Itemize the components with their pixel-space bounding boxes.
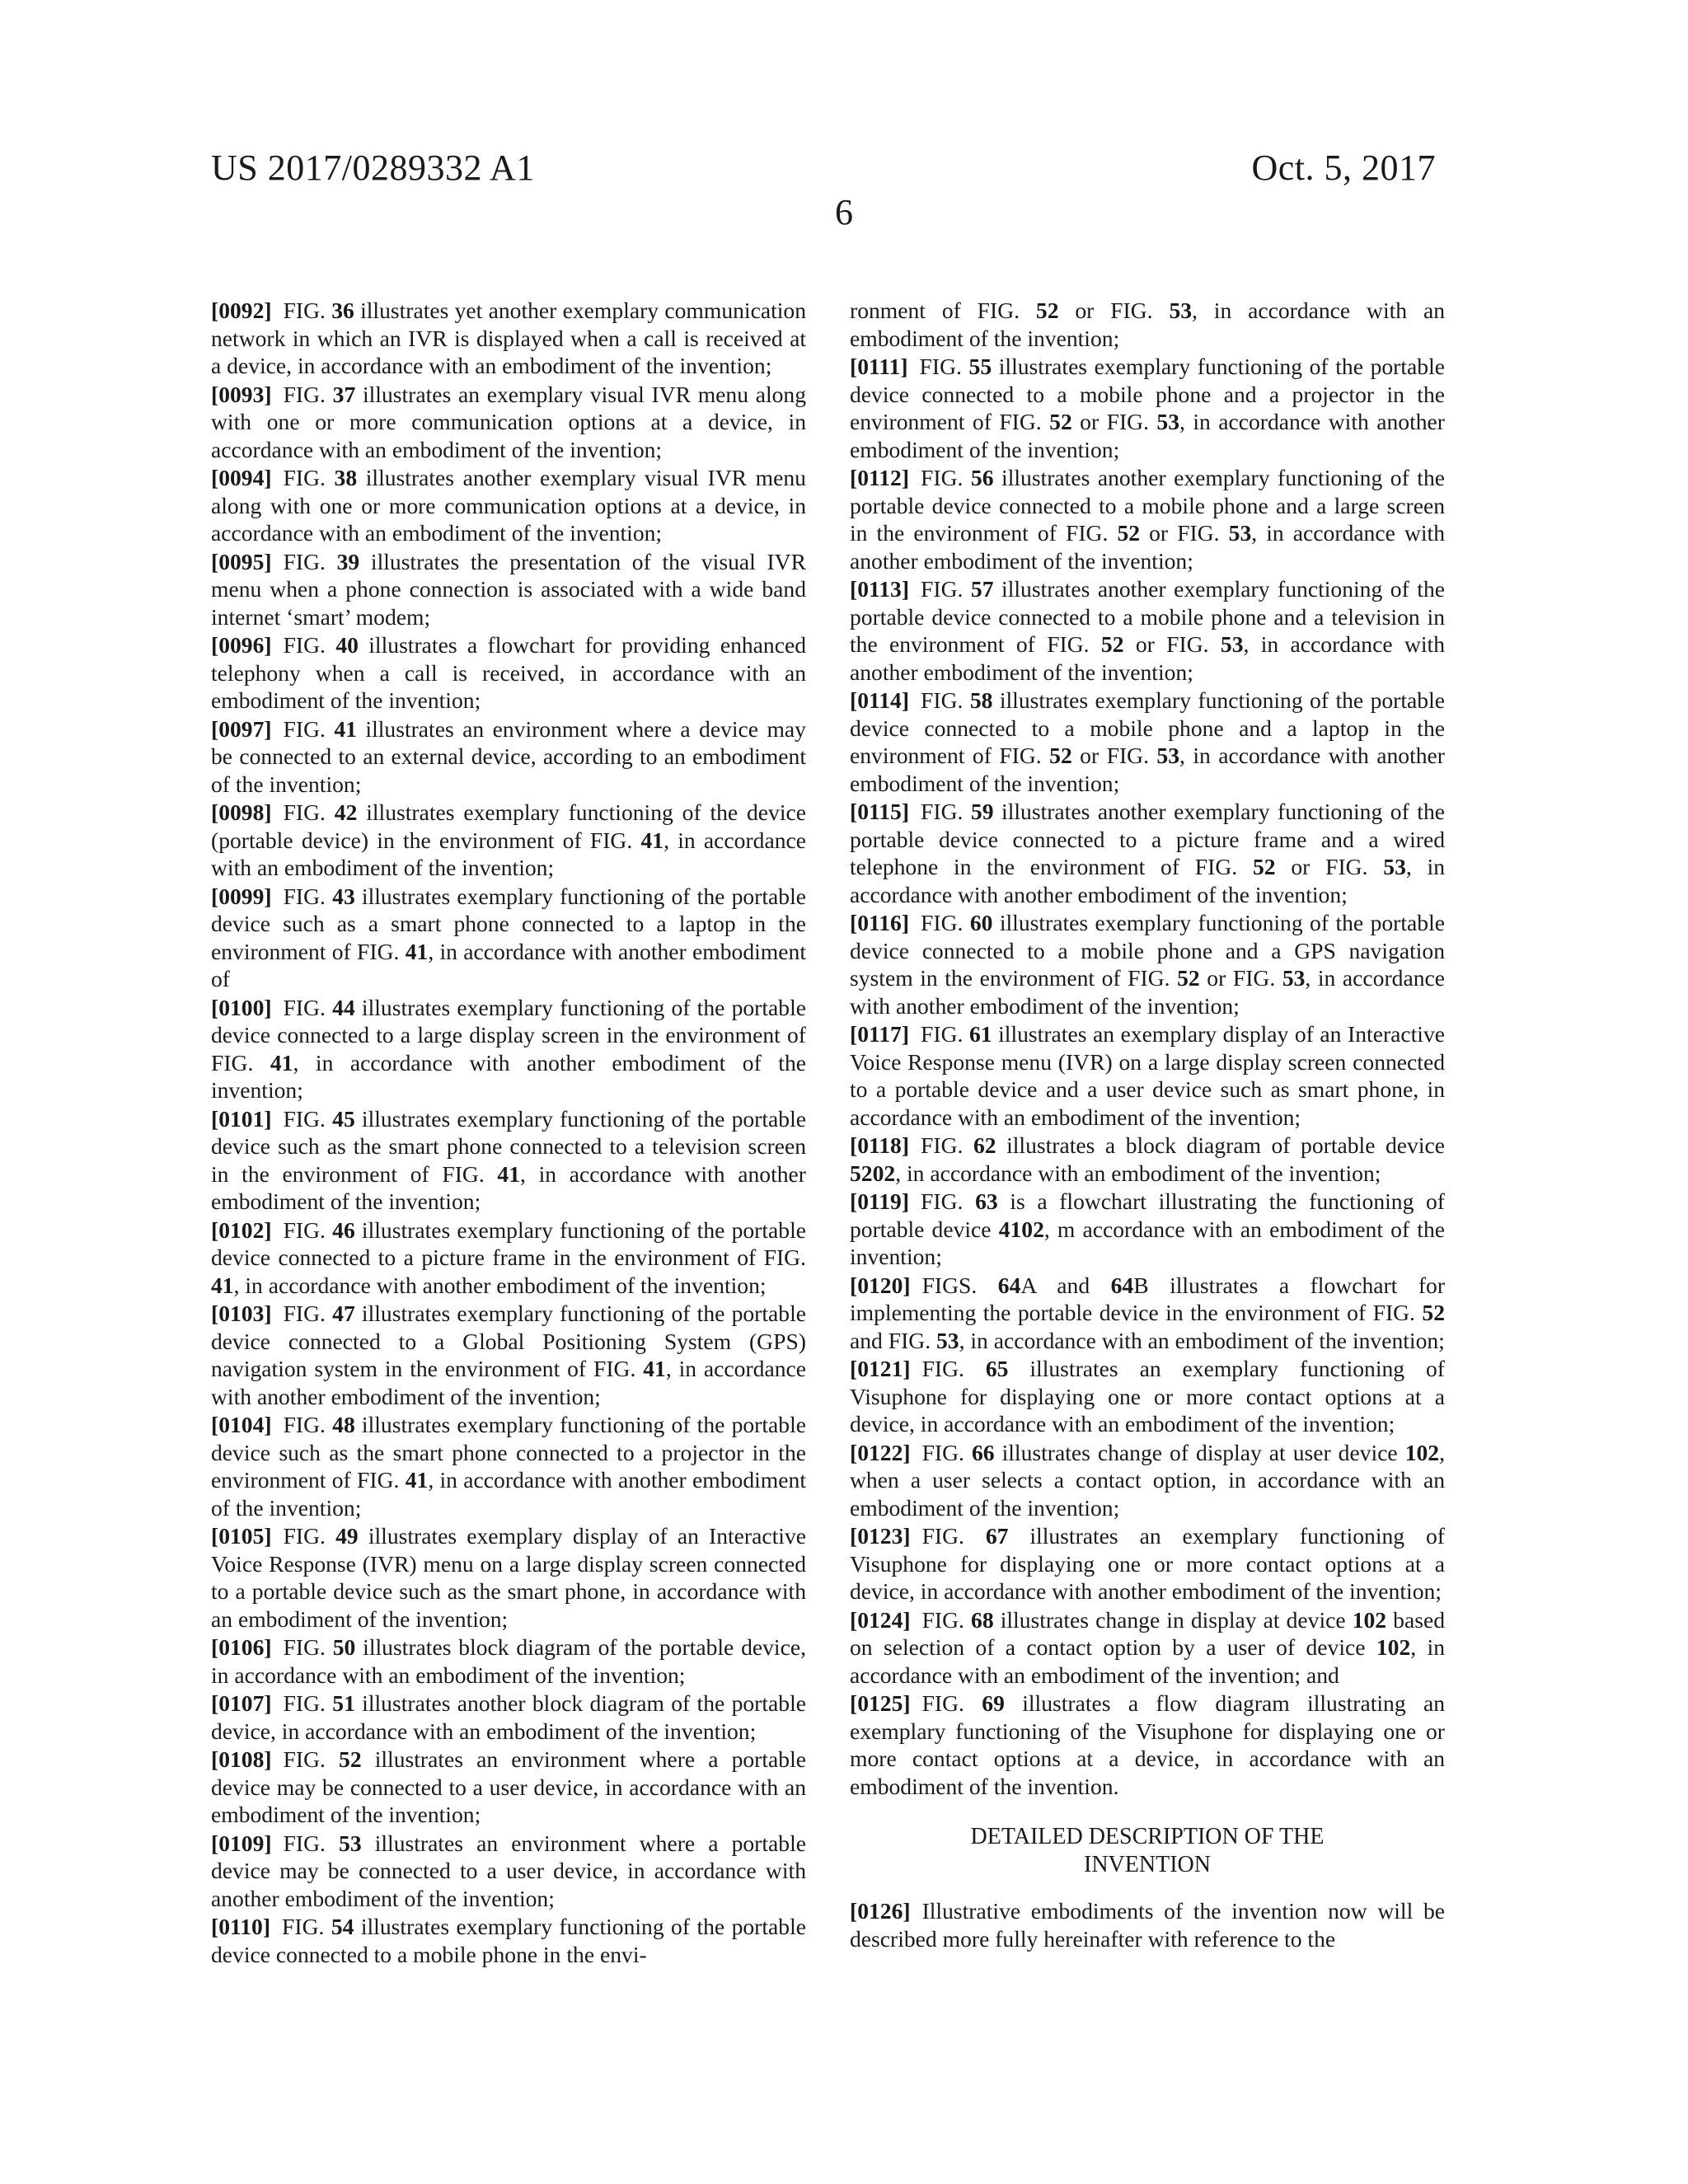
paragraph [850,909,1445,1019]
paragraph-number: [0096] [211,632,272,658]
paragraph [211,548,806,631]
figure-ref: 41 [334,715,357,742]
figure-ref: 102 [1404,1439,1440,1465]
paragraph-text: , in accordance with an embodiment of the invention; [959,1327,1445,1353]
paragraph-text: FIG. [282,1914,331,1939]
figure-ref: 57 [970,576,994,602]
paragraph-text: , m accordance with an embodiment of the invention; [850,1216,1445,1269]
figure-ref: 45 [332,1105,355,1132]
figure-ref: 43 [332,883,355,909]
paragraph-number: [0097] [211,715,272,742]
paragraph-text: , in accordance with another embodiment of the invention; [850,409,1445,462]
paragraph-text: illustrates an environment where a device may be connected to an external device, according to an embodiment of the invention; [211,715,806,797]
paragraph-text: or FIG. [1058,298,1170,323]
paragraph-text: illustrates block diagram of the portable device, in accordance with an embodiment of the invention; [211,1634,806,1688]
paragraph-number: [0100] [211,994,272,1020]
paragraph-text: FIG. [921,910,970,935]
figure-ref: 67 [985,1523,1009,1549]
paragraph-text: FIGS. [921,1272,998,1298]
paragraph-text: FIG. [921,1021,969,1047]
paragraph [850,1522,1445,1605]
paragraph-text: ronment of FIG. [850,298,1036,323]
paragraph-text: illustrates another exemplary functioning of the portable device connected to a mobile phone and a television in the environment of FIG. [850,576,1445,657]
figure-ref: 58 [969,687,993,713]
paragraph-text: illustrates another exemplary functioning of the portable device connected to a mobile phone and a large screen in the environment of FIG. [850,465,1445,546]
paragraph [850,1690,1445,1800]
paragraph-text: illustrates an exemplary functioning of Visuphone for displaying one or more contact options at a device, in accordance with an embodiment of the invention; [850,1356,1445,1436]
figure-ref: 64 [1110,1272,1134,1298]
figure-ref: 5202 [850,1160,896,1186]
paragraph-number: [0105] [211,1523,272,1549]
paragraph-text: A and [1020,1272,1111,1298]
figure-ref: 52 [1100,631,1124,657]
figure-ref: 41 [643,1356,666,1381]
paragraph-text: , in accordance with an embodiment of the invention; [211,827,806,880]
paragraph [211,1216,806,1300]
figure-ref: 50 [332,1634,356,1660]
figure-ref: 47 [332,1301,355,1326]
paragraph-text: or FIG. [1199,965,1282,991]
paragraph-text: FIG. [921,1356,986,1381]
paragraph-number: [0094] [211,465,272,490]
paragraph [211,631,806,715]
paragraph-text: illustrates yet another exemplary communication network in which an IVR is displayed when a call is received at a device, in accordance with an embodiment of the invention; [211,298,806,378]
paragraph-text: FIG. [283,548,337,574]
paragraph [850,297,1445,352]
paragraph-text: FIG. [919,354,969,379]
figure-ref: 46 [332,1216,355,1243]
paragraph-text: FIG. [283,1634,333,1660]
paragraph-number: [0099] [211,883,272,909]
paragraph-text: , in accordance with another embodiment of the invention; [850,743,1445,796]
figure-ref: 59 [970,799,994,824]
paragraph [850,575,1445,686]
paragraph [850,1606,1445,1690]
paragraph-text: illustrates an environment where a portable device may be connected to a user device, in accordance with an embodiment of the invention; [211,1746,806,1827]
paragraph-number: [0104] [211,1412,272,1437]
paragraph-text: , in accordance with an embodiment of the invention; and [850,1634,1445,1688]
paragraph-number: [0121] [850,1356,911,1381]
paragraph-number: [0112] [850,465,910,490]
figure-ref: 53 [1220,631,1244,657]
paragraph-text: , in accordance with another embodiment of the invention; [211,1049,806,1103]
figure-ref: 39 [336,548,360,574]
paragraph-text: illustrates exemplary functioning of the portable device such as the smart phone connected to a projector in the environment of FIG. [211,1412,806,1493]
right-column [850,297,1445,1953]
paragraph [211,1913,806,1968]
publication-date: Oct. 5, 2017 [1251,148,1436,188]
paragraph-text: , when a user selects a contact option, in accordance with an embodiment of the invention; [850,1439,1445,1521]
paragraph-text: FIG. [921,1690,982,1716]
paragraph-text: FIG. [921,1523,986,1549]
publication-number: US 2017/0289332 A1 [211,148,535,188]
figure-ref: 53 [1282,965,1306,991]
paragraph [211,1300,806,1410]
paragraph [211,1746,806,1829]
paragraph [211,883,806,993]
paragraph [211,994,806,1104]
paragraph [850,1439,1445,1522]
figure-ref: 102 [1352,1606,1387,1633]
paragraph-text: FIG. [921,465,971,490]
section-title-line: DETAILED DESCRIPTION OF THE [970,1824,1325,1849]
figure-ref: 38 [334,465,358,490]
figure-ref: 52 [1117,520,1141,546]
paragraph [850,1188,1445,1271]
paragraph [211,297,806,380]
figure-ref: 52 [1177,965,1200,991]
paragraph-number: [0095] [211,548,272,574]
paragraph [850,687,1445,797]
figure-ref: 48 [332,1412,355,1437]
paragraph-number: [0122] [850,1439,911,1465]
paragraph [211,799,806,882]
paragraph-number: [0101] [211,1105,272,1132]
figure-ref: 37 [332,381,356,407]
page-number: 6 [835,192,853,232]
paragraph-text: and FIG. [850,1327,936,1353]
figure-ref: 41 [497,1160,521,1187]
figure-ref: 41 [405,1467,429,1493]
paragraph-text: or FIG. [1071,743,1157,768]
figure-ref: 62 [973,1132,996,1158]
paragraph-text: FIG. [921,1188,976,1214]
paragraph-text: or FIG. [1123,631,1221,657]
paragraph-text: FIG. [283,1301,333,1326]
figure-ref: 36 [331,298,354,323]
figure-ref: 54 [331,1914,354,1939]
paragraph [850,1897,1445,1952]
figure-ref: 53 [936,1327,959,1353]
paragraph-text: is a flowchart illustrating the functioning of portable device [850,1188,1445,1242]
figure-ref: 53 [339,1830,362,1856]
figure-ref: 42 [334,799,358,825]
paragraph-text: FIG. [283,1523,336,1549]
paragraph-text: illustrates exemplary functioning of the portable device connected to a mobile phone in the envi- [211,1914,806,1967]
figure-ref: 53 [1383,854,1406,879]
paragraph [850,798,1445,908]
paragraph-text: illustrates exemplary functioning of the portable device connected to a Global Positioning System (GPS) navigation system in the environment of FIG. [211,1301,806,1381]
figure-ref: 55 [968,354,992,379]
paragraph-number: [0115] [850,799,910,824]
paragraph-text: , in accordance with an embodiment of the invention; [895,1160,1381,1186]
paragraph-number: [0117] [850,1021,910,1047]
paragraph-number: [0092] [211,298,272,323]
figure-ref: 40 [335,632,359,658]
figure-ref: 52 [1049,743,1072,768]
left-column [211,297,806,1969]
paragraph-text: FIG. [921,1606,972,1633]
paragraph-number: [0118] [850,1132,910,1158]
paragraph-number: [0109] [211,1830,272,1856]
paragraph-text: FIG. [283,883,333,909]
paragraph-text: or FIG. [1140,520,1229,546]
paragraph [211,1522,806,1633]
figure-ref: 53 [1156,743,1179,768]
paragraph [211,1633,806,1689]
figure-ref: 69 [982,1690,1005,1716]
section-title [850,1823,1445,1879]
paragraph-text: illustrates change of display at user device [994,1439,1405,1465]
figure-ref: 41 [405,938,429,964]
paragraph-text: illustrates exemplary functioning of the portable device connected to a large display screen in the environment of FIG. [211,994,806,1076]
paragraph-text: illustrates an exemplary visual IVR menu along with one or more communication options at a device, in accordance with an embodiment of the invention; [211,381,806,462]
figure-ref: 52 [1049,409,1072,434]
paragraph [850,464,1445,574]
paragraph-text: , in accordance with another embodiment of the invention; [233,1272,767,1298]
paragraph-text: illustrates exemplary display of an Interactive Voice Response (IVR) menu on a large display screen connected to a portable device such as the smart phone, in accordance with an embodiment of the invention; [211,1523,806,1632]
paragraph-text: based on selection of a contact option by a user of device [850,1606,1445,1660]
paragraph-number: [0111] [850,354,908,379]
figure-ref: 41 [270,1049,293,1076]
paragraph-text: FIG. [283,994,333,1020]
figure-ref: 41 [211,1272,234,1298]
paragraph-text: or FIG. [1275,854,1384,879]
paragraph [211,1690,806,1745]
paragraph-text: or FIG. [1071,409,1157,434]
figure-ref: 66 [971,1439,995,1465]
figure-ref: 41 [640,827,664,853]
paragraph-text: illustrates a flowchart for providing enhanced telephony when a call is received, in accordance with an embodiment of the invention; [211,632,807,713]
paragraph-text: FIG. [283,715,335,742]
figure-ref: 56 [970,465,994,490]
paragraph-text: illustrates another block diagram of the portable device, in accordance with an embodiment of the invention; [211,1690,806,1744]
figure-ref: 52 [339,1746,362,1772]
paragraph-number: [0110] [211,1914,271,1939]
paragraph-number: [0120] [850,1272,911,1298]
paragraph-text: , in accordance with another embodiment of the invention; [850,631,1445,685]
paragraph [850,353,1445,463]
paragraph-text: , in accordance with another embodiment of the invention; [211,1160,806,1214]
figure-ref: 64 [997,1272,1021,1298]
figure-ref: 49 [335,1523,359,1549]
paragraph-text: FIG. [283,1216,333,1243]
paragraph-text: Illustrative embodiments of the invention now will be described more fully hereinafter with reference to the [850,1898,1445,1952]
paragraph-text: illustrates exemplary functioning of the portable device connected to a picture frame in the environment of FIG. [211,1216,806,1270]
paragraph-text: , in accordance with another embodiment of the invention; [211,1467,806,1521]
paragraph-text: illustrates a flow diagram illustrating an exemplary functioning of the Visuphone for displaying one or more contact options at a device, in accordance with an embodiment of the invention. [850,1690,1445,1799]
paragraph [211,381,806,464]
paragraph-text: FIG. [283,1746,340,1772]
paragraph-text: illustrates a block diagram of portable device [996,1132,1445,1158]
paragraph-number: [0119] [850,1188,910,1214]
paragraph-text: illustrates another exemplary functioning of the portable device connected to a picture frame and a wired telephone in the environment of FIG. [850,799,1445,879]
figure-ref: 63 [975,1188,998,1214]
paragraph-text: , in accordance with another embodiment of the invention; [211,1356,806,1409]
paragraph-number: [0106] [211,1634,272,1660]
figure-ref: 53 [1169,298,1193,323]
paragraph [211,1105,806,1216]
paragraph-number: [0114] [850,687,910,713]
paragraph-text: FIG. [921,687,970,713]
paragraph-text: FIG. [921,1439,972,1465]
paragraph [850,1272,1445,1355]
paragraph-number: [0116] [850,910,910,935]
figure-ref: 60 [969,910,993,935]
paragraph-text: FIG. [283,1690,333,1716]
paragraph-text: illustrates exemplary functioning of the portable device connected to a mobile phone and a GPS navigation system in the environment of FIG. [850,910,1445,991]
paragraph-text: illustrates another exemplary visual IVR menu along with one or more communication options at a device, in accordance with an embodiment of the invention; [211,465,806,546]
figure-ref: 102 [1376,1634,1411,1660]
paragraph-text: FIG. [283,1830,340,1856]
figure-ref: 52 [1035,298,1059,323]
figure-ref: 68 [971,1606,994,1633]
paragraph-number: [0113] [850,576,910,602]
paragraph-number: [0093] [211,381,272,407]
paragraph [850,1020,1445,1131]
figure-ref: 65 [985,1356,1009,1381]
paragraph-text: , in accordance with another embodiment of the invention; [850,520,1445,574]
paragraph-number: [0125] [850,1690,911,1716]
paragraph-text: illustrates exemplary functioning of the portable device connected to a mobile phone and a projector in the environment of FIG. [850,354,1445,434]
paragraph-text: illustrates exemplary functioning of the portable device connected to a mobile phone and a laptop in the environment of FIG. [850,687,1445,768]
paragraph-text: FIG. [283,298,332,323]
paragraph-text: illustrates change in display at device [993,1606,1353,1633]
paragraph-text: FIG. [283,465,335,490]
paragraph-text: illustrates an exemplary functioning of Visuphone for displaying one or more contact options at a device, in accordance with another embodiment of the invention; [850,1523,1445,1604]
paragraph-text: B illustrates a flowchart for implementing the portable device in the environment of FIG. [850,1272,1446,1325]
paragraph-number: [0102] [211,1216,272,1243]
figure-ref: 4102 [998,1216,1044,1242]
paragraph [211,1411,806,1521]
paragraph-text: illustrates exemplary functioning of the portable device such as the smart phone connected to a television screen in the environment of FIG. [211,1105,806,1187]
paragraph-text: illustrates the presentation of the visual IVR menu when a phone connection is associated with a wide band internet ‘smart’ modem; [211,548,806,630]
paragraph-number: [0108] [211,1746,272,1772]
paragraph [211,715,806,799]
paragraph-text: FIG. [283,1105,333,1132]
paragraph-number: [0124] [850,1606,911,1633]
figure-ref: 52 [1252,854,1276,879]
paragraph-text: illustrates an exemplary display of an Interactive Voice Response menu (IVR) on a large display screen connected to a portable device and a user device such as smart phone, in accordance with an embodiment of the invention; [850,1021,1446,1130]
paragraph [850,1132,1445,1187]
paragraph-text: FIG. [283,1412,333,1437]
paragraph-text: illustrates an environment where a portable device may be connected to a user device, in accordance with another embodiment of the invention; [211,1830,806,1911]
figure-ref: 53 [1156,409,1179,434]
figure-ref: 51 [332,1690,355,1716]
paragraph-number: [0103] [211,1301,272,1326]
paragraph [211,464,806,547]
paragraph-text: , in accordance with an embodiment of the invention; [850,298,1446,351]
paragraph-text: FIG. [283,381,333,407]
paragraph [211,1830,806,1913]
paragraph [850,1355,1445,1438]
paragraph-text: FIG. [283,632,336,658]
paragraph-text: illustrates exemplary functioning of the portable device such as a smart phone connected to a laptop in the environment of FIG. [211,883,806,964]
paragraph-number: [0123] [850,1523,911,1549]
section-title-line: INVENTION [1084,1852,1211,1877]
paragraph-text: , in accordance with another embodiment of the invention; [850,965,1445,1019]
paragraph-number: [0107] [211,1690,272,1716]
figure-ref: 61 [968,1021,992,1047]
paragraph-text: , in accordance with another embodiment of the invention; [850,854,1446,907]
paragraph-text: FIG. [283,799,335,825]
paragraph-text: illustrates exemplary functioning of the device (portable device) in the environment of FIG. [211,799,806,853]
paragraph-text: FIG. [921,1132,973,1158]
figure-ref: 44 [332,994,355,1020]
paragraph-text: FIG. [921,576,971,602]
paragraph-text: , in accordance with another embodiment of [211,938,806,991]
figure-ref: 52 [1422,1300,1445,1325]
paragraph-number: [0098] [211,799,272,825]
paragraph-text: FIG. [921,799,971,824]
paragraph-number: [0126] [850,1898,911,1924]
figure-ref: 53 [1228,520,1252,546]
